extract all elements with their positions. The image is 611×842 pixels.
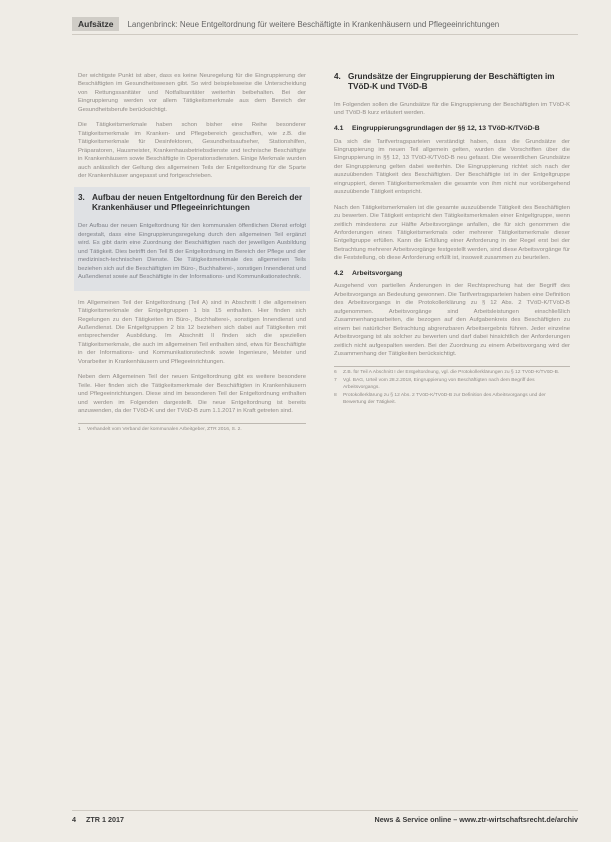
issue-label: ZTR 1 2017 bbox=[86, 815, 124, 824]
left-column bbox=[78, 72, 306, 435]
subsection-heading bbox=[334, 125, 570, 134]
paragraph: Der Aufbau der neuen Entgeltordnung für den kommunalen öffentlichen Dienst erfolgt dergestalt, dass eine Eingruppierungsregelung durch den allgemeinen Teil ergänzt wird. Es gibt darin eine Zuordnung der Beschäftigten nach der jeweiligen Ausbildung und Tätigkeit. Dies betrifft den Teil B der Entgeltordnung im Bereich der Pflege und der medizinisch-technischen Dienste. Die Tätigkeitsmerkmale des allgemeinen Teils beziehen sich auf die Beschäftigten im Büro-, Buchhalterei-, sonstigen Innendienst und Außendienst sowie auf Beschäftigte in der Informations- und Kommunikationstechnik. bbox=[78, 223, 306, 281]
section-heading bbox=[78, 193, 306, 213]
footnote bbox=[334, 378, 570, 391]
section-tag: Aufsätze bbox=[72, 17, 119, 31]
page-number: 4 bbox=[72, 815, 76, 824]
footnote-number: 1 bbox=[78, 426, 81, 432]
paragraph: Im Allgemeinen Teil der Entgeltordnung (Teil A) sind in Abschnitt I die allgemeinen Tätigkeitsmerkmale der Entgeltgruppen 1 bis 15 enthalten. Hier finden sich Regelungen zu den Tätigkeiten im Büro-, Buchhalterei-, sonstigen Innendienst und Außendienst. Die Entgeltgruppen 2 bis 12 beziehen sich dabei auf Tätigkeiten mit entsprechender Ausbildung. Im Abschnitt II finden sich die speziellen Tätigkeitsmerkmale, die auch im allgemeinen Teil enthalten sind, etwa für Beschäftigte in der Informations- und Kommunikationstechnik sowie Ingenieure, Meister und Vorarbeiter in Krankenhäusern und Pflegeeinrichtungen. bbox=[78, 299, 306, 365]
paragraph: Der wichtigste Punkt ist aber, dass es keine Neuregelung für die Eingruppierung der Beschäftigten im Gesundheitswesen gibt. So wird beispielsweise die Unterscheidung von Rettungssanitäter und Notfallsanitäter weiterhin beibehalten. Bei der Eingruppierung werden vor allem Tätigkeitsmerkmale aus dem Bereich der Gesundheitsberufe berücksichtigt. bbox=[78, 73, 306, 113]
section-heading bbox=[334, 72, 570, 92]
subsection-number: 4.2 bbox=[334, 269, 344, 277]
footnote bbox=[334, 393, 570, 406]
paragraph: Die Tätigkeitsmerkmale haben schon bisher eine Reihe besonderer Tätigkeitsmerkmale im Kranken- und Pflegebereich geschaffen, wie z.B. die Tätigkeitsmerkmale für Desinfektoren, Gesundheitsaufseher, Stationshilfen, Präparatoren, Hausmeister, Krankenhausbetriebsdienste und technische Beschäftigte in Krankenhäusern sowie Beschäftigte in Operationsdiensten. Einige Merkmale wurden auch anlässlich der Geltung des allgemeinen Teils der Entgeltordnung für die Sparte der Krankenhäuser angepasst und fortgeschrieben. bbox=[78, 122, 306, 179]
footnote-number: 7 bbox=[334, 378, 337, 384]
footer-left bbox=[72, 815, 132, 824]
subsection-title: Eingruppierungsgrundlagen der §§ 12, 13 TVöD-K/TVöD-B bbox=[352, 124, 540, 132]
subsection-title: Arbeitsvorgang bbox=[352, 269, 403, 277]
section-number: 4. bbox=[334, 72, 341, 81]
footnote-text: Protokollerklärung zu § 12 Abs. 2 TVöD-K/TVöD-B zur Definition des Arbeitsvorgangs und der Bewertung der Tätigkeit. bbox=[343, 393, 546, 405]
paragraph: Neben dem Allgemeinen Teil der neuen Entgeltordnung gibt es weitere besondere Teile. Hier finden sich die Tätigkeitsmerkmale der Beschäftigten in Krankenhäusern und Pflegeeinrichtungen. Diese sind im besonderen Teil der Entgeltordnung enthalten und werden im Folgenden dargestellt. Die neue Entgeltordnung ist bereits anzuwenden, da der TVöD-K und der TVöD-B zum 1.1.2017 in Kraft getreten sind. bbox=[78, 374, 306, 415]
footnotes bbox=[334, 366, 570, 407]
subsection-heading bbox=[334, 270, 570, 279]
footnote-number: 8 bbox=[334, 393, 337, 399]
section-title: Grundsätze der Eingruppierung der Beschäftigten im TVöD-K und TVöD-B bbox=[348, 72, 555, 91]
subsection-number: 4.1 bbox=[334, 124, 344, 132]
paragraph: Da sich die Tarifvertragsparteien verständigt haben, dass die Grundsätze der Eingruppierung im neuen Teil allgemein gelten, wurden die Vorschriften über die Eingruppierung in §§ 12, 13 TVöD-K/TVöD-B neu gefasst. Die wesentlichen Grundsätze der Eingruppierung gelten dabei weiterhin. Die Eingruppierung richtet sich nach der auszuübenden Tätigkeit des Beschäftigten. Der Beschäftigte ist in der Entgeltgruppe eingruppiert, deren Tätigkeitsmerkmalen die gesamte von ihm nicht nur vorübergehend auszuübende Tätigkeit entspricht. bbox=[334, 138, 570, 196]
section-title: Aufbau der neuen Entgeltordnung für den Bereich der Krankenhäuser und Pflegeeinrichtungen bbox=[92, 193, 303, 213]
paragraph: Ausgehend von partiellen Änderungen in der Rechtsprechung hat der Begriff des Arbeitsvorgangs an Bedeutung gewonnen. Die Tarifvertragsparteien haben eine Definition des Arbeitsvorgangs in die Protokollerklärung zu § 12 Abs. 2 TVöD-K/TVöD-B aufgenommen. Arbeitsvorgänge sind Arbeitsleistungen einschließlich Zusammenhangsarbeiten, die bezogen auf den Aufgabenkreis des Beschäftigten zu einem bei natürlicher Betrachtung abgrenzbaren Arbeitsergebnis führen. Jeder einzelne Arbeitsvorgang ist als solcher zu bewerten und darf dabei hinsichtlich der Anforderungen zeitlich nicht aufgespalten werden. Bei der Zuordnung zu einem Arbeitsvorgang wird der Zusammenhang der Tätigkeiten berücksichtigt. bbox=[334, 283, 570, 358]
paragraph: Im Folgenden sollen die Grundsätze für die Eingruppierung der Beschäftigten im TVöD-K und TVöD-B kurz erläutert werden. bbox=[334, 102, 570, 117]
footnote-text: Vgl. BAG, Urteil vom 28.2.2018, Eingruppierung von Beschäftigten nach dem Begriff des Arbeitsvorgangs. bbox=[343, 378, 535, 390]
footnotes bbox=[78, 423, 306, 434]
running-title: Langenbrinck: Neue Entgeltordnung für weitere Beschäftigte in Krankenhäusern und Pflegeeinrichtungen bbox=[127, 19, 500, 29]
footnote-number: 6 bbox=[334, 369, 337, 375]
paragraph: Nach den Tätigkeitsmerkmalen ist die gesamte auszuübende Tätigkeit des Beschäftigten zu bewerten. Die Tätigkeit entspricht den Tätigkeitsmerkmalen einer Entgeltgruppe, wenn zeitlich mindestens zur Hälfte Arbeitsvorgänge anfallen, die für sich genommen die Anforderungen eines Tätigkeitsmerkmals oder mehrerer Tätigkeitsmerkmale dieser Entgeltgruppe erfüllen. Kann die Erfüllung einer Anforderung in der Regel erst bei der Betrachtung mehrerer Arbeitsvorgänge festgestellt werden, sind diese Arbeitsvorgänge für die Feststellung, ob diese Anforderung erfüllt ist, insoweit zusammen zu beurteilen. bbox=[334, 204, 570, 262]
footnote-text: Z.B. für Teil A Abschnitt I der Entgeltordnung, vgl. die Protokollerklärungen zu § 12 TVöD-K/TVöD-B. bbox=[343, 369, 560, 375]
page-footer bbox=[72, 810, 578, 824]
section-number: 3. bbox=[78, 193, 85, 203]
footnote bbox=[78, 427, 306, 434]
page-header bbox=[72, 14, 578, 35]
right-column bbox=[334, 72, 570, 408]
highlight-box bbox=[74, 187, 310, 290]
footnote-text: Verhandelt vom Verband der kommunalen Arbeitgeber, ZTR 2016, S. 2. bbox=[87, 426, 242, 432]
service-link[interactable]: News & Service online – www.ztr-wirtschaftsrecht.de/archiv bbox=[374, 815, 578, 824]
footnote bbox=[334, 370, 570, 377]
